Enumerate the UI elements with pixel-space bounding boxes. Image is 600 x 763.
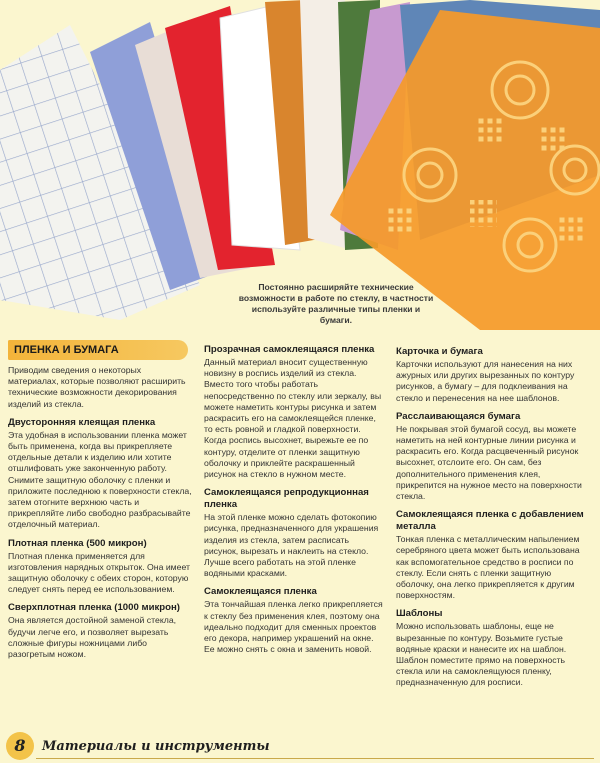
heading-metallic-film: Самоклеящаяся пленка с добавлением металла	[396, 509, 584, 533]
heading-card-and-paper: Карточка и бумага	[396, 346, 483, 357]
page-footer	[0, 728, 600, 763]
page-number: 8	[6, 732, 34, 760]
heading-dense-film: Плотная пленка (500 микрон)	[8, 537, 147, 549]
heading-extra-dense-film: Сверхплотная пленка (1000 микрон)	[8, 602, 180, 614]
text-metallic-film: Тонкая пленка с металлическим напылением серебряного цвета может быть использована как вспомогательное средство в росписи по стеклу. Если снять с пленки защитную оболочку, она легко прикрепляется к другим поверхностям.	[396, 534, 580, 601]
text-extra-dense-film: Она является достойной заменой стекла, будучи легче его, и позволяет вырезать сложные фигуры ножницами либо разогретым ножом.	[8, 615, 177, 660]
heading-peeling-paper: Расслаивающаяся бумага	[396, 410, 521, 422]
footer-title: Материалы и инструменты	[42, 739, 270, 754]
text-peeling-paper: Не покрывая этой бумагой сосуд, вы можете наметить на ней контурные линии рисунка и раскрасить его. Когда расцвеченный рисунок высохнет, отслоите его. Он сам, без дополнительного применения клея, прикрепится на нужное место на поверхности стекла.	[396, 423, 582, 502]
text-reproduction-film: На этой пленке можно сделать фотокопию рисунка, предназначенного для украшения изделия из стекла, затем расписать рисунок, вырезать и наклеить на стекло. Лучше всего работать на этой пленке водяными красками.	[204, 512, 379, 579]
materials-photo	[0, 0, 600, 330]
heading-reproduction-film: Самоклеящаяся репродукционная пленка	[204, 487, 369, 511]
text-dense-film: Плотная пленка применяется для изготовления нарядных открыток. Она имеет защитную оболочку с обеих сторон, которую следует снять перед ее использованием.	[8, 550, 191, 595]
column-1	[8, 340, 193, 662]
photo-caption: Постоянно расширяйте технические возможности в работе по стеклу, в частности используйте различные типы пленки и бумаги.	[238, 282, 434, 325]
text-self-adhesive-film: Эта тончайшая пленка легко прикрепляется к стеклу без применения клея, поэтому она идеально подходит для сменных проектов его декора, например украшений на окне. Ее можно снять с окна и заменить новой.	[204, 599, 383, 655]
column-3	[396, 346, 592, 691]
text-double-sided-film: Эта удобная в использовании пленка может быть применена, когда вы прикрепляете отдельные детали к изделию или хотите отшлифовать уже законченную работу. Снимите защитную оболочку с пленки и приложите последнюю к поверхности стекла, затем отогните верхнюю часть и прикрепляйте либо свободно разбрасывайте отделочный материал.	[8, 429, 192, 530]
paper-sheets-illustration	[0, 0, 600, 330]
heading-templates: Шаблоны	[396, 608, 443, 620]
text-card-and-paper: Карточки используют для нанесения на них ажурных или других вырезанных по контуру рисунков, а бумагу – для подклеивания на стекло и перенесения на нее шаблонов.	[396, 359, 575, 403]
heading-double-sided-film: Двусторонняя клеящая пленка	[8, 416, 156, 428]
text-templates: Можно использовать шаблоны, еще не вырезанные по контуру. Возьмите густые водяные краски и нанесите их на шаблон. Шаблон поместите прямо на поверхность стекла или на самоклеящуюся пленку, предназначенную для росписи.	[396, 621, 567, 688]
text-transparent-self-adhesive-film: Данный материал вносит существенную новизну в роспись изделий из стекла. Вместо того чтобы работать непосредственно по стеклу или зеркалу, вы можете наметить контуры рисунка и затем раскрасить его на самоклеящейся пленке, то есть ровной и гладкой поверхности. Когда роспись высохнет, вырежьте ее по контуру, отделите от пленки защитную оболочку и приклейте раскрашенный рисунок на стекло в нужном месте.	[204, 357, 382, 480]
footer-divider	[36, 758, 594, 759]
heading-transparent-self-adhesive-film: Прозрачная самоклеящаяся пленка	[204, 344, 375, 355]
section-title-banner: ПЛЕНКА И БУМАГА	[8, 340, 188, 360]
heading-self-adhesive-film: Самоклеящаяся пленка	[204, 586, 317, 598]
intro-paragraph: Приводим сведения о некоторых материалах, которые позволяют расширить технические возможности декорирования изделий из стекла.	[8, 365, 186, 409]
column-2	[204, 344, 384, 657]
